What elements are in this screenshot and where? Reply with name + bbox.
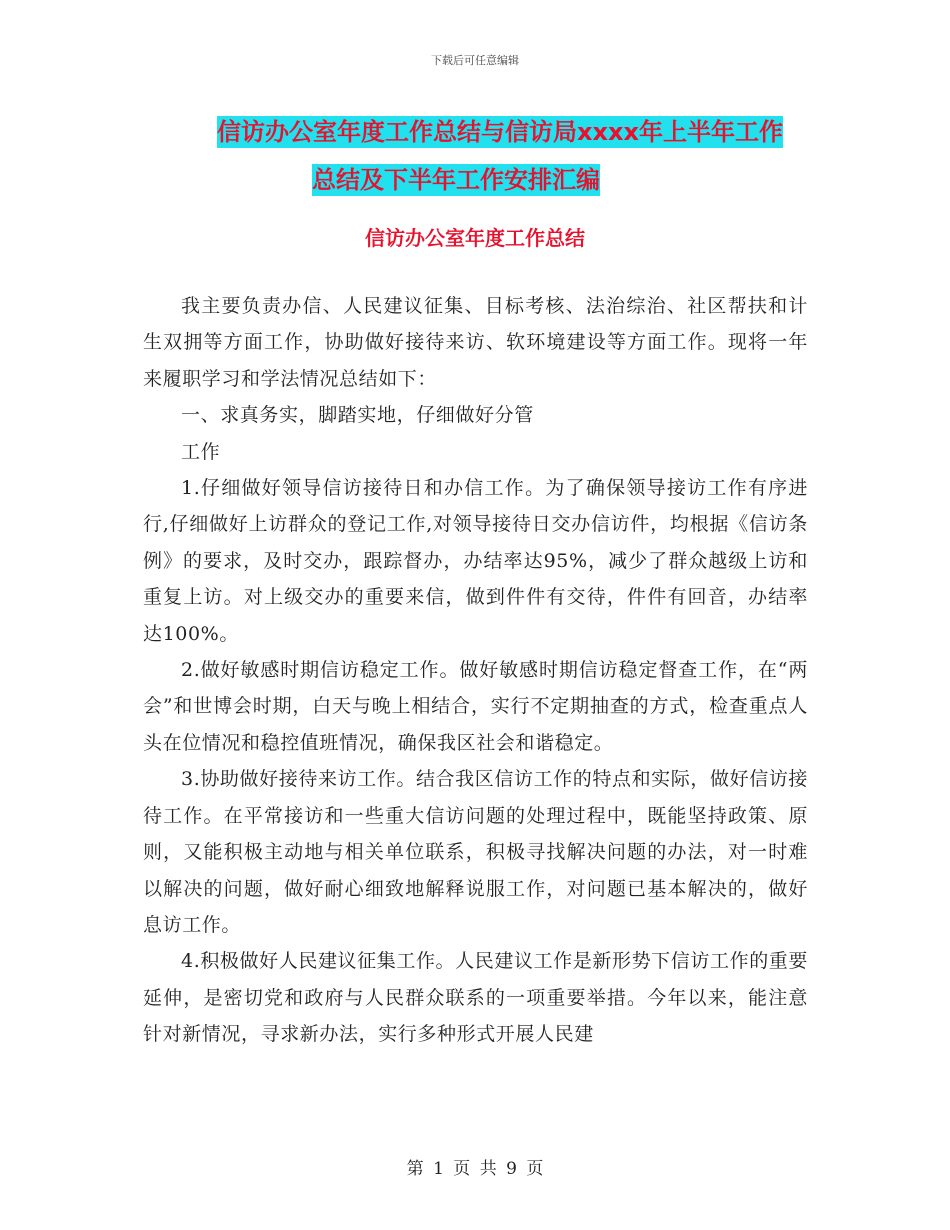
main-title-line-2-text: 总结及下半年工作安排汇编 [312,166,600,194]
paragraph-item-3: 3.协助做好接待来访工作。结合我区信访工作的特点和实际，做好信访接待工作。在平常接访和一些重大信访问题的处理过程中，既能坚持政策、原则，又能积极主动地与相关单位联系，积极寻找解决问题的办法，对一时难以解决的问题，做好耐心细致地解释说服工作，对问题已基本解决的，做好息访工作。 [143,768,808,936]
paragraph-intro: 我主要负责办信、人民建议征集、目标考核、法治综治、社区帮扶和计生双拥等方面工作，协助做好接待来访、软环境建设等方面工作。现将一年来履职学习和学法情况总结如下： [143,295,808,390]
paragraph-item-4: 4.积极做好人民建议征集工作。人民建议工作是新形势下信访工作的重要延伸，是密切党和政府与人民群众联系的一项重要举措。今年以来，能注意针对新情况，寻求新办法，实行多种形式开展人民建 [143,950,808,1046]
page-number-footer: 第 1 页 共 9 页 [406,1159,544,1179]
page-header-note: 下载后可任意编辑 [431,54,519,67]
section-title: 信访办公室年度工作总结 [365,226,585,250]
document-main-title [150,108,850,204]
paragraph-item-2: 2.做好敏感时期信访稳定工作。做好敏感时期信访稳定督查工作，在“两会”和世博会时期，白天与晚上相结合，实行不定期抽查的方式，检查重点人头在位情况和稳控值班情况，确保我区社会和谐稳定。 [143,659,808,754]
main-title-line-2 [150,156,850,204]
main-title-line-1 [150,108,850,156]
paragraph-item-1: 1.仔细做好领导信访接待日和办信工作。为了确保领导接访工作有序进行,仔细做好上访群众的登记工作,对领导接待日交办信访件，均根据《信访条例》的要求，及时交办，跟踪督办，办结率达95%，减少了群众越级上访和重复上访。对上级交办的重要来信，做到件件有交待，件件有回音，办结率达100%。 [143,477,808,645]
paragraph-heading-1: 一、求真务实，脚踏实地，仔细做好分管 [181,404,534,427]
paragraph-heading-1-cont: 工作 [181,440,221,463]
main-title-line-1-text: 信访办公室年度工作总结与信访局xxxx年上半年工作 [217,118,783,146]
document-body [143,288,808,1053]
